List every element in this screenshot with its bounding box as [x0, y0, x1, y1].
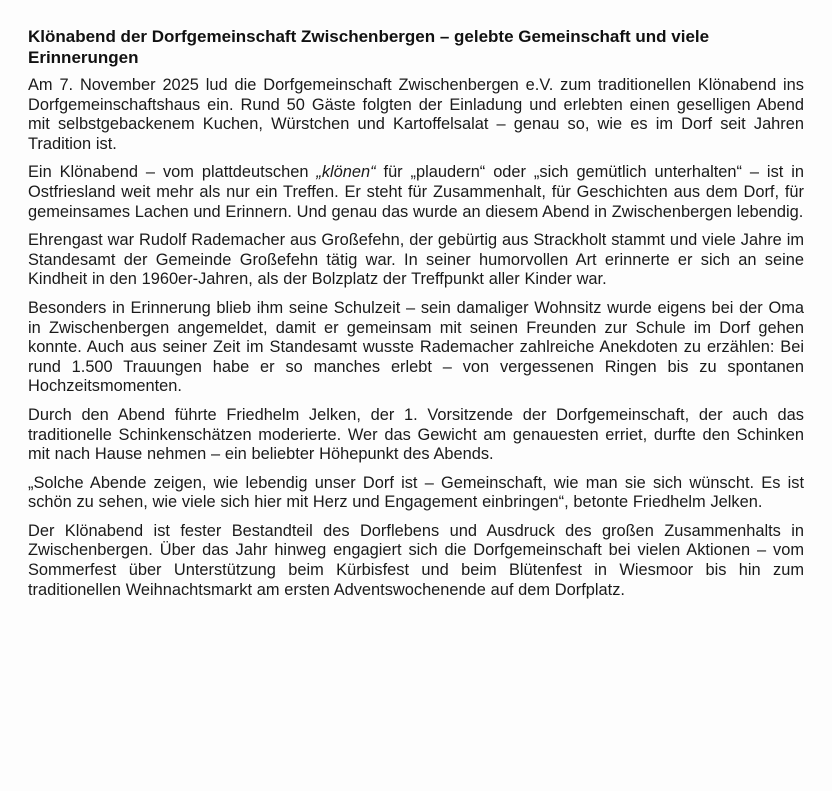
- paragraph-closing: Der Klönabend ist fester Bestandteil des Dorflebens und Ausdruck des großen Zusammenhalts in Zwischenbergen. Über das Jahr hinweg engagiert sich die Dorfgemeinschaft bei vielen Aktionen – vom Sommerfest über Unterstützung beim Kürbisfest und beim Blütenfest in Wiesmoor bis hin zum traditionellen Weihnachtsmarkt am ersten Adventswochenende auf dem Dorfplatz.: [28, 521, 804, 599]
- paragraph-school-memories: Besonders in Erinnerung blieb ihm seine Schulzeit – sein damaliger Wohnsitz wurde eigens bei der Oma in Zwischenbergen angemeldet, damit er gemeinsam mit seinen Freunden zur Schule im Dorf gehen konnte. Auch aus seiner Zeit im Standesamt wusste Rademacher zahlreiche Anekdoten zu erzählen: Bei rund 1.500 Trauungen habe er so manches erlebt – von vergessenen Ringen bis zu spontanen Hochzeitsmomenten.: [28, 298, 804, 396]
- paragraph-text: Ein Klönabend – vom plattdeutschen: [28, 163, 317, 182]
- paragraph-host: Durch den Abend führte Friedhelm Jelken, der 1. Vorsitzende der Dorfgemeinschaft, der auch das traditionelle Schinkenschätzen moderierte. Wer das Gewicht am genauesten erriet, durfte den Schinken mit nach Hause nehmen – ein beliebter Höhepunkt des Abends.: [28, 405, 804, 464]
- paragraph-guest-of-honor: Ehrengast war Rudolf Rademacher aus Großefehn, der gebürtig aus Strackholt stammt und viele Jahre im Standesamt der Gemeinde Großefehn tätig war. In seiner humorvollen Art erinnerte er sich an seine Kindheit in den 1960er-Jahren, als der Bolzplatz der Treffpunkt aller Kinder war.: [28, 231, 804, 289]
- article-title: Klönabend der Dorfgemeinschaft Zwischenbergen – gelebte Gemeinschaft und viele Erinnerungen: [28, 27, 710, 67]
- paragraph-intro: Am 7. November 2025 lud die Dorfgemeinschaft Zwischenbergen e.V. zum traditionellen Klönabend ins Dorfgemeinschaftshaus ein. Rund 50 Gäste folgten der Einladung und erlebten einen geselligen Abend mit selbstgebackenem Kuchen, Würstchen und Kartoffelsalat – genau so, wie es im Dorf seit Jahren Tradition ist.: [28, 76, 804, 153]
- paragraph-quote: „Solche Abende zeigen, wie lebendig unser Dorf ist – Gemeinschaft, wie man sie sich wünscht. Es ist schön zu sehen, wie viele sich hier mit Herz und Engagement einbringen“, betonte Friedhelm Jelken.: [28, 473, 804, 512]
- paragraph-text: für „plaudern“ oder „sich gemütlich unterhalten“ – ist in Ostfriesland weit mehr als nur ein Treffen. Er steht für Zusammenhalt, für Geschichten aus dem Dorf, für gemeinsames Lachen und Erinnern. Und genau das wurde an diesem Abend in Zwischenbergen lebendig.: [28, 163, 805, 221]
- paragraph-kloenabend-definition: [28, 163, 804, 222]
- italic-term: „klönen“: [316, 163, 376, 182]
- article: [28, 26, 804, 609]
